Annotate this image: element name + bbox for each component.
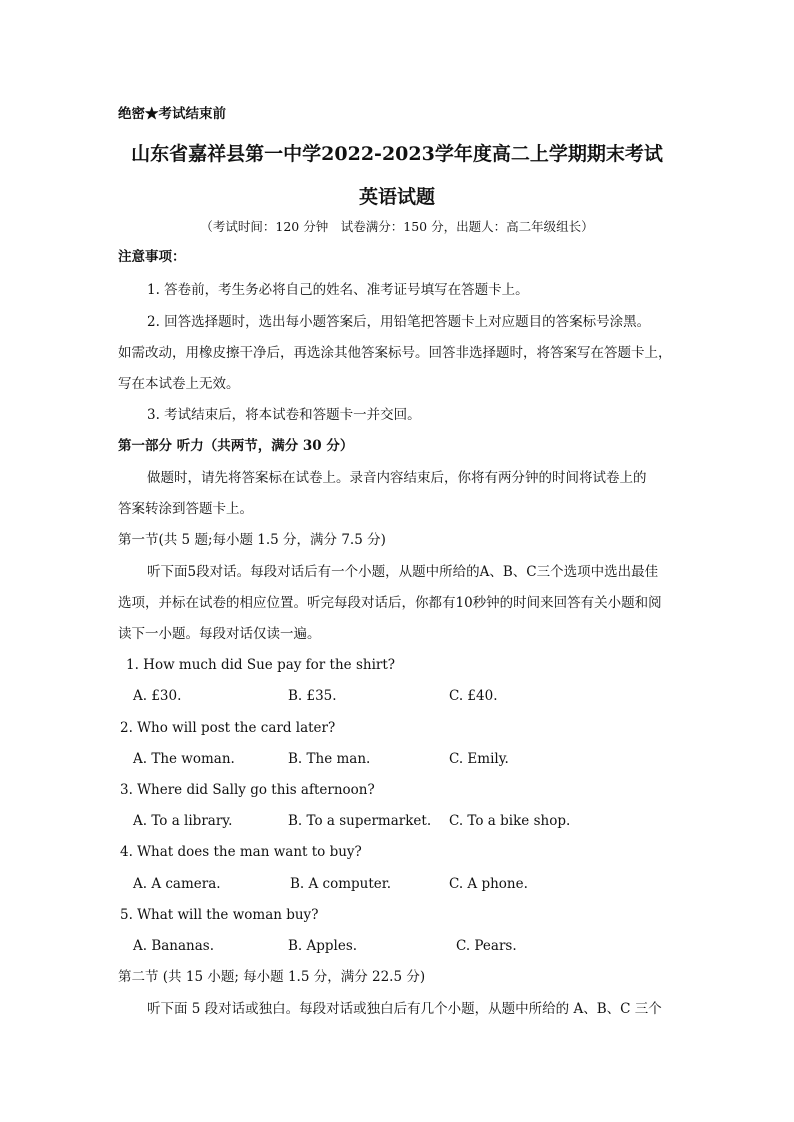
question-2-option-c: C. Emily.: [449, 751, 509, 767]
confidential-label: 绝密★考试结束前: [118, 106, 226, 122]
question-3: 3. Where did Sally go this afternoon?: [120, 782, 375, 798]
question-4-option-b: B. A computer.: [290, 876, 392, 892]
part1-instruction-line-1: 做题时，请先将答案标在试卷上。录音内容结束后，你将有两分钟的时间将试卷上的: [147, 470, 647, 486]
question-2-option-b: B. The man.: [288, 751, 371, 767]
question-4-option-c: C. A phone.: [449, 876, 528, 892]
question-3-option-b: B. To a supermarket.: [288, 813, 432, 829]
part1-heading: 第一部分 听力（共两节，满分 30 分）: [118, 438, 354, 454]
question-5-option-b: B. Apples.: [288, 938, 358, 954]
exam-title: 山东省嘉祥县第一中学2022-2023学年度高二上学期期末考试: [131, 143, 663, 165]
exam-subtitle: 英语试题: [358, 186, 435, 208]
question-4-option-a: A. A camera.: [133, 876, 221, 892]
question-2-option-a: A. The woman.: [133, 751, 235, 767]
question-5-option-c: C. Pears.: [456, 938, 517, 954]
question-3-option-a: A. To a library.: [133, 813, 233, 829]
part1-instruction-line-2: 答案转涂到答题卡上。: [118, 501, 253, 517]
question-5-option-a: A. Bananas.: [133, 938, 215, 954]
section1-instruction-line-3: 读下一小题。每段对话仅读一遍。: [118, 626, 321, 642]
section2-instruction-line-1: 听下面 5 段对话或独白。每段对话或独白后有几个小题，从题中所给的 A、B、C 三个: [147, 1001, 662, 1017]
note-item-2-line-2: 如需改动，用橡皮擦干净后，再选涂其他答案标号。回答非选择题时，将答案写在答题卡上，: [118, 345, 672, 361]
question-1-option-a: A. £30.: [133, 688, 182, 704]
question-1-option-b: B. £35.: [288, 688, 337, 704]
question-1-option-c: C. £40.: [449, 688, 498, 704]
question-3-option-c: C. To a bike shop.: [449, 813, 571, 829]
question-2: 2. Who will post the card later?: [120, 720, 336, 736]
question-5: 5. What will the woman buy?: [120, 907, 319, 923]
section1-instruction-line-1: 听下面5段对话。每段对话后有一个小题，从题中所给的A、B、C三个选项中选出最佳: [147, 564, 659, 580]
section2-heading: 第二节 (共 15 小题; 每小题 1.5 分，满分 22.5 分): [118, 969, 426, 985]
note-item-3: 3. 考试结束后，将本试卷和答题卡一并交回。: [147, 407, 421, 423]
exam-info: （考试时间：120 分钟 试卷满分：150 分，出题人：高二年级组长）: [200, 219, 594, 234]
note-item-1: 1. 答卷前，考生务必将自己的姓名、准考证号填写在答题卡上。: [147, 282, 529, 298]
note-item-2-line-3: 写在本试卷上无效。: [118, 376, 240, 392]
notes-heading: 注意事项：: [118, 249, 186, 265]
note-item-2-line-1: 2. 回答选择题时，选出每小题答案后，用铅笔把答题卡上对应题目的答案标号涂黑。: [147, 314, 651, 330]
question-1: 1. How much did Sue pay for the shirt?: [126, 657, 396, 673]
question-4: 4. What does the man want to buy?: [120, 844, 362, 860]
section1-instruction-line-2: 选项，并标在试卷的相应位置。听完每段对话后，你都有10秒钟的时间来回答有关小题和阅: [118, 595, 662, 611]
section1-heading: 第一节(共 5 题;每小题 1.5 分，满分 7.5 分): [118, 532, 386, 548]
